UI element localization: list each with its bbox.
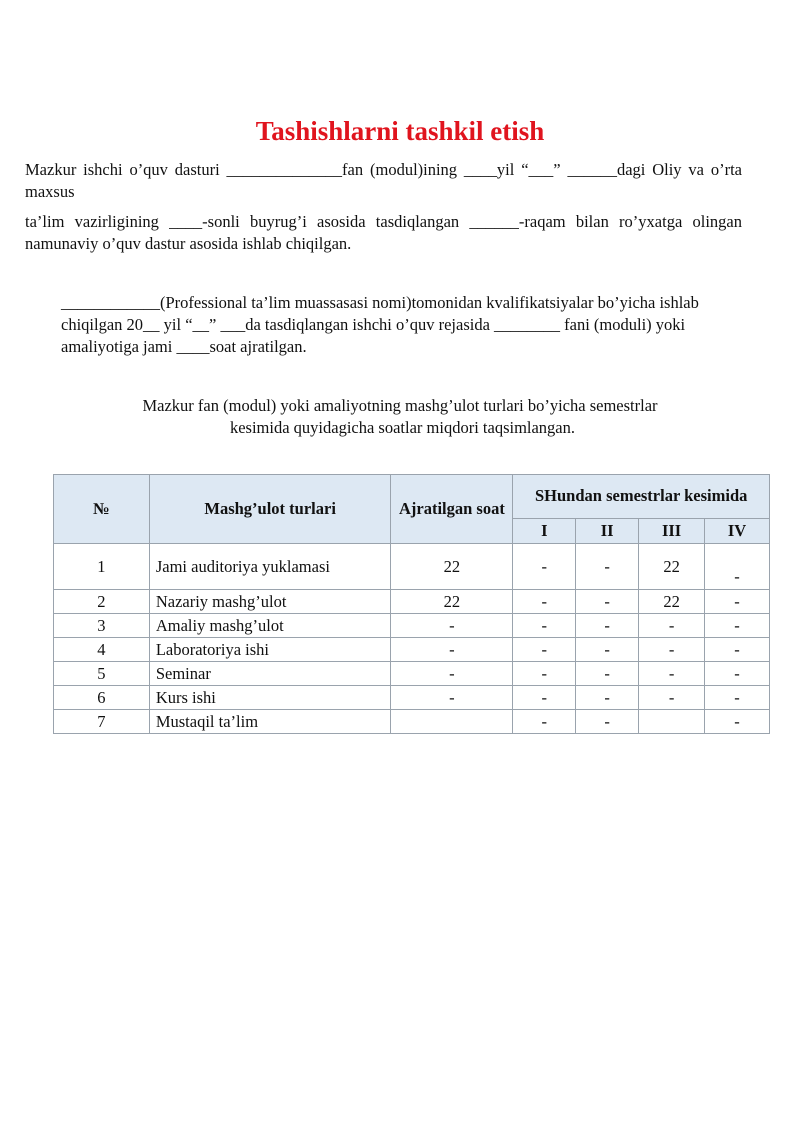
cell-semester-2: - [576, 590, 639, 614]
cell-semester-1: - [513, 544, 576, 590]
cell-semester-3: - [639, 614, 705, 638]
cell-semester-4: - [705, 710, 770, 734]
cell-semester-4: - [705, 544, 770, 590]
header-semester-1: I [513, 518, 576, 543]
header-semester-3: III [639, 518, 705, 543]
distribution-line-1: Mazkur fan (modul) yoki amaliyotning mashg’ulot turlari bo’yicha semestrlar [142, 396, 658, 415]
table-row [54, 614, 770, 638]
document-title: Tashishlarni tashkil etish [255, 116, 545, 146]
header-activity-type: Mashg’ulot turlari [149, 475, 391, 544]
cell-hours: 22 [391, 544, 513, 590]
intro-paragraph: Mazkur ishchi o’quv dasturi ______________fan (modul)ining ____yil “___” ______dagi Oliy va o’rta maxsus [25, 160, 742, 201]
cell-number: 2 [54, 590, 150, 614]
header-semester-2: II [576, 518, 639, 543]
table-row [54, 638, 770, 662]
header-allocated-hours: Ajratilgan soat [391, 475, 513, 544]
cell-semester-1: - [513, 710, 576, 734]
cell-activity-type: Nazariy mashg’ulot [149, 590, 391, 614]
cell-number: 7 [54, 710, 150, 734]
cell-activity-type: Laboratoriya ishi [149, 638, 391, 662]
table-row [54, 686, 770, 710]
approval-paragraph: ta’lim vazirligining ____-sonli buyrug’i asosida tasdiqlangan ______-raqam bilan ro’yxatga olingan namunaviy o’quv dastur asosida ishlab chiqilgan. [25, 212, 742, 253]
cell-semester-1: - [513, 662, 576, 686]
cell-hours [391, 710, 513, 734]
cell-semester-1: - [513, 614, 576, 638]
cell-semester-3: 22 [639, 590, 705, 614]
cell-number: 4 [54, 638, 150, 662]
cell-hours: - [391, 614, 513, 638]
cell-semester-4: - [705, 686, 770, 710]
cell-semester-2: - [576, 638, 639, 662]
cell-semester-3: 22 [639, 544, 705, 590]
cell-activity-type: Seminar [149, 662, 391, 686]
cell-hours: 22 [391, 590, 513, 614]
cell-semester-1: - [513, 686, 576, 710]
cell-semester-3: - [639, 686, 705, 710]
cell-semester-2: - [576, 544, 639, 590]
cell-hours: - [391, 638, 513, 662]
cell-number: 5 [54, 662, 150, 686]
cell-activity-type: Jami auditoriya yuklamasi [149, 544, 391, 590]
cell-semester-3 [639, 710, 705, 734]
header-number: № [54, 475, 150, 544]
table-row [54, 590, 770, 614]
cell-semester-2: - [576, 662, 639, 686]
cell-semester-4: - [705, 638, 770, 662]
institution-paragraph: ____________(Professional ta’lim muassasasi nomi)tomonidan kvalifikatsiyalar bo’yicha ishlab chiqilgan 20__ yil “__” ___da tasdiqlangan ishchi o’quv rejasida ________ fani (moduli) yoki amaliyotiga jami ____soat ajratilgan. [61, 293, 699, 356]
cell-semester-2: - [576, 686, 639, 710]
cell-semester-4: - [705, 590, 770, 614]
table-row [54, 544, 770, 590]
cell-hours: - [391, 662, 513, 686]
cell-semester-2: - [576, 710, 639, 734]
cell-semester-2: - [576, 614, 639, 638]
table-row [54, 662, 770, 686]
cell-semester-4: - [705, 662, 770, 686]
cell-hours: - [391, 686, 513, 710]
cell-semester-3: - [639, 662, 705, 686]
cell-semester-4: - [705, 614, 770, 638]
cell-semester-1: - [513, 590, 576, 614]
cell-activity-type: Amaliy mashg’ulot [149, 614, 391, 638]
header-semesters-group: SHundan semestrlar kesimida [513, 475, 770, 519]
cell-number: 1 [54, 544, 150, 590]
cell-activity-type: Kurs ishi [149, 686, 391, 710]
cell-number: 6 [54, 686, 150, 710]
table-row [54, 710, 770, 734]
hours-table [53, 474, 770, 734]
header-semester-4: IV [705, 518, 770, 543]
distribution-paragraph [0, 395, 800, 439]
cell-semester-3: - [639, 638, 705, 662]
cell-activity-type: Mustaqil ta’lim [149, 710, 391, 734]
cell-semester-1: - [513, 638, 576, 662]
distribution-line-2: kesimida quyidagicha soatlar miqdori taqsimlangan. [229, 418, 576, 437]
cell-number: 3 [54, 614, 150, 638]
